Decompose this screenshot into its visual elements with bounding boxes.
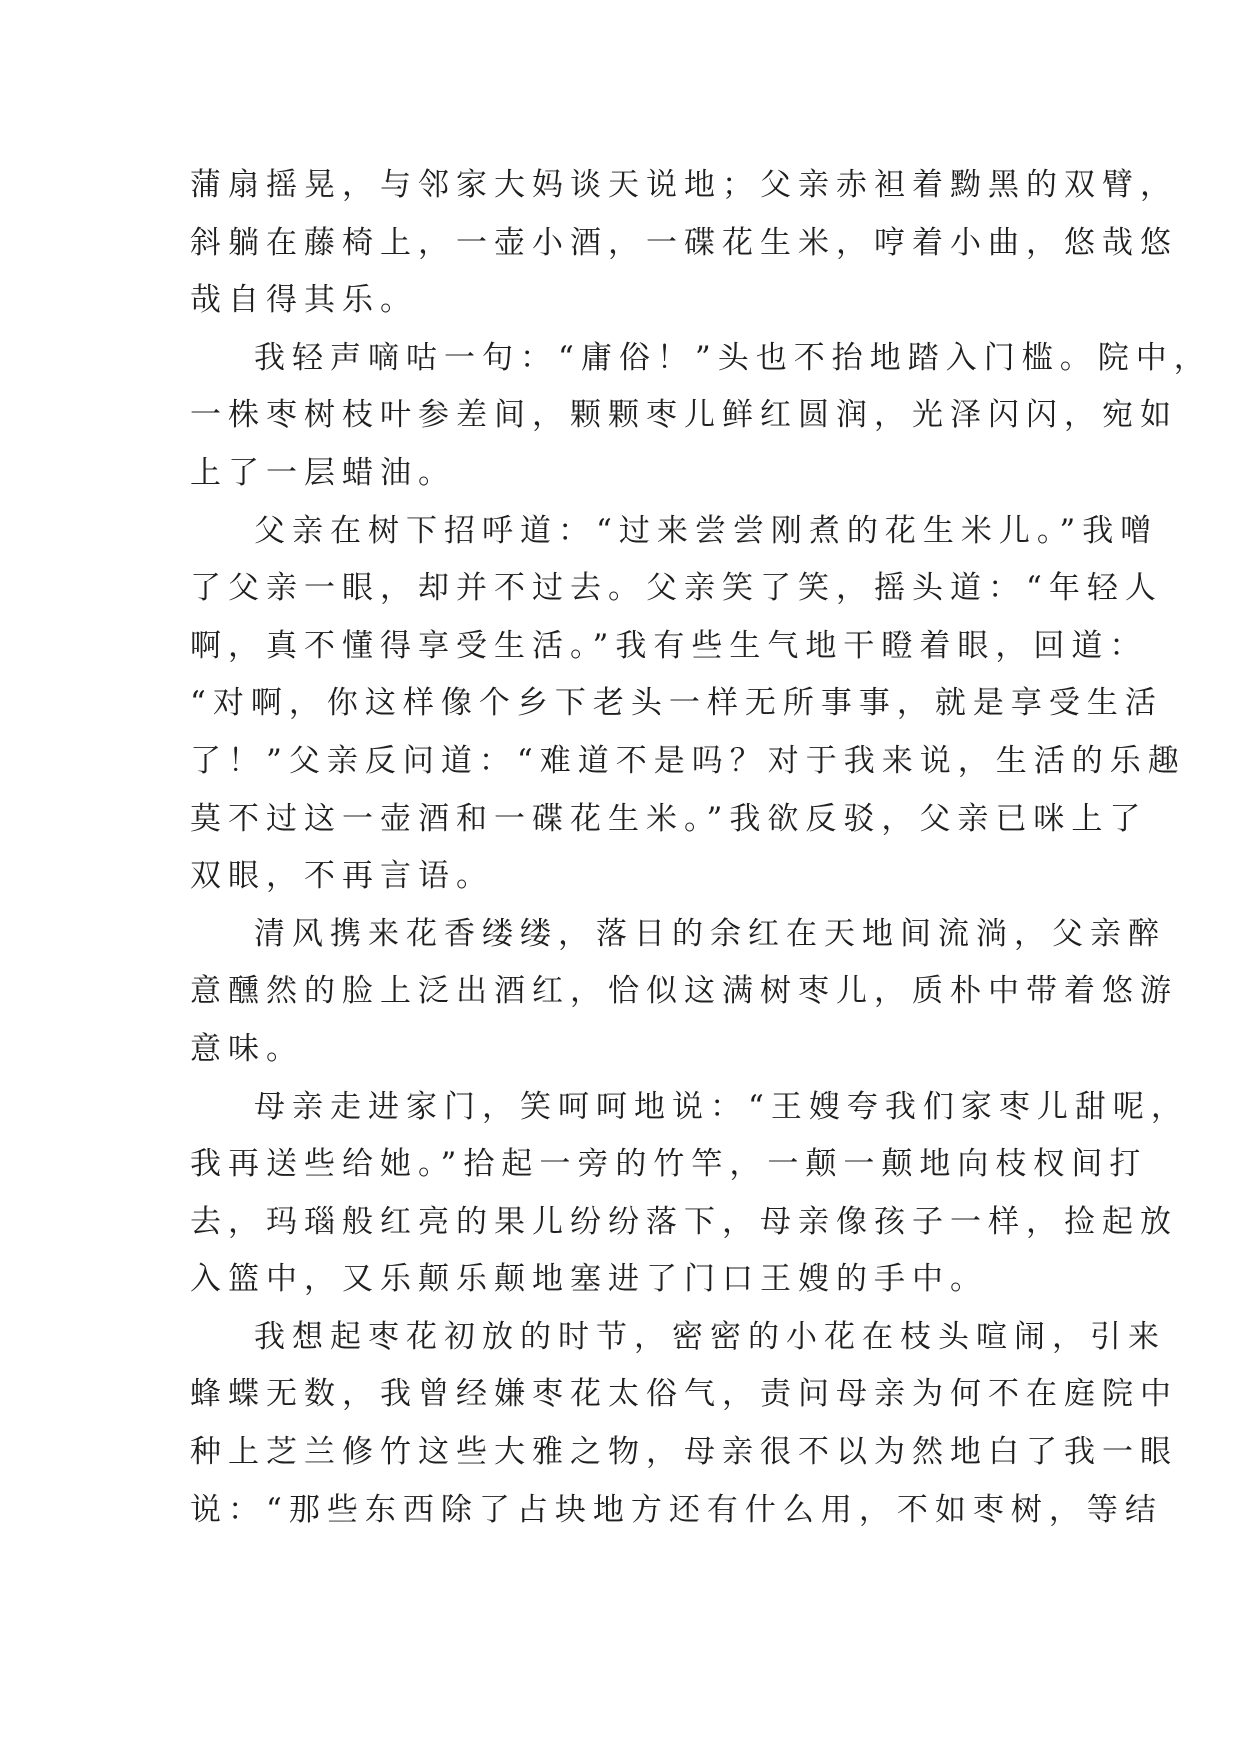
text-line: 了！”父亲反问道：“难道不是吗？对于我来说，生活的乐趣 — [190, 742, 1186, 779]
text-line: 啊，真不懂得享受生活。”我有些生气地干瞪着眼，回道： — [190, 627, 1148, 664]
text-line: 说：“那些东西除了占块地方还有什么用，不如枣树，等结 — [190, 1491, 1163, 1528]
text-line: 一株枣树枝叶参差间，颗颗枣儿鲜红圆润，光泽闪闪，宛如 — [190, 397, 1178, 434]
text-line: 莫不过这一壶酒和一碟花生米。”我欲反驳，父亲已咪上了 — [190, 800, 1148, 837]
text-line: 去，玛瑙般红亮的果儿纷纷落下，母亲像孩子一样，捡起放 — [190, 1203, 1178, 1240]
text-line: 父亲在树下招呼道：“过来尝尝刚煮的花生米儿。”我噌 — [254, 512, 1159, 549]
text-line: 上了一层蜡油。 — [190, 454, 456, 491]
text-line: 斜躺在藤椅上，一壶小酒，一碟花生米，哼着小曲，悠哉悠 — [190, 224, 1178, 261]
text-line: 蒲扇摇晃，与邻家大妈谈天说地；父亲赤袒着黝黑的双臂， — [190, 167, 1178, 203]
text-line: 我想起枣花初放的时节，密密的小花在枝头喧闹，引来 — [254, 1318, 1166, 1355]
text-line: 我轻声嘀咕一句：“庸俗！”头也不抬地踏入门槛。院中， — [254, 339, 1212, 376]
text-line: 意醺然的脸上泛出酒红，恰似这满树枣儿，质朴中带着悠游 — [190, 973, 1178, 1010]
text-line: 意味。 — [190, 1030, 304, 1067]
text-line: 我再送些给她。”拾起一旁的竹竿，一颠一颠地向枝杈间打 — [190, 1146, 1148, 1183]
text-line: 双眼，不再言语。 — [190, 858, 494, 895]
text-line: 种上芝兰修竹这些大雅之物，母亲很不以为然地白了我一眼 — [190, 1434, 1178, 1471]
text-line: 清风携来花香缕缕，落日的余红在天地间流淌，父亲醉 — [254, 915, 1166, 952]
text-line: 母亲走进家门，笑呵呵地说：“王嫂夸我们家枣儿甜呢， — [254, 1088, 1189, 1125]
text-line: 了父亲一眼，却并不过去。父亲笑了笑，摇头道：“年轻人 — [190, 570, 1163, 607]
text-line: “对啊，你这样像个乡下老头一样无所事事，就是享受生活 — [190, 685, 1163, 722]
text-line: 哉自得其乐。 — [190, 282, 418, 319]
body-text — [190, 157, 1212, 1539]
text-line: 入篮中，又乐颠乐颠地塞进了门口王嫂的手中。 — [190, 1261, 988, 1298]
text-line: 蜂蝶无数，我曾经嫌枣花太俗气，责问母亲为何不在庭院中 — [190, 1376, 1178, 1413]
